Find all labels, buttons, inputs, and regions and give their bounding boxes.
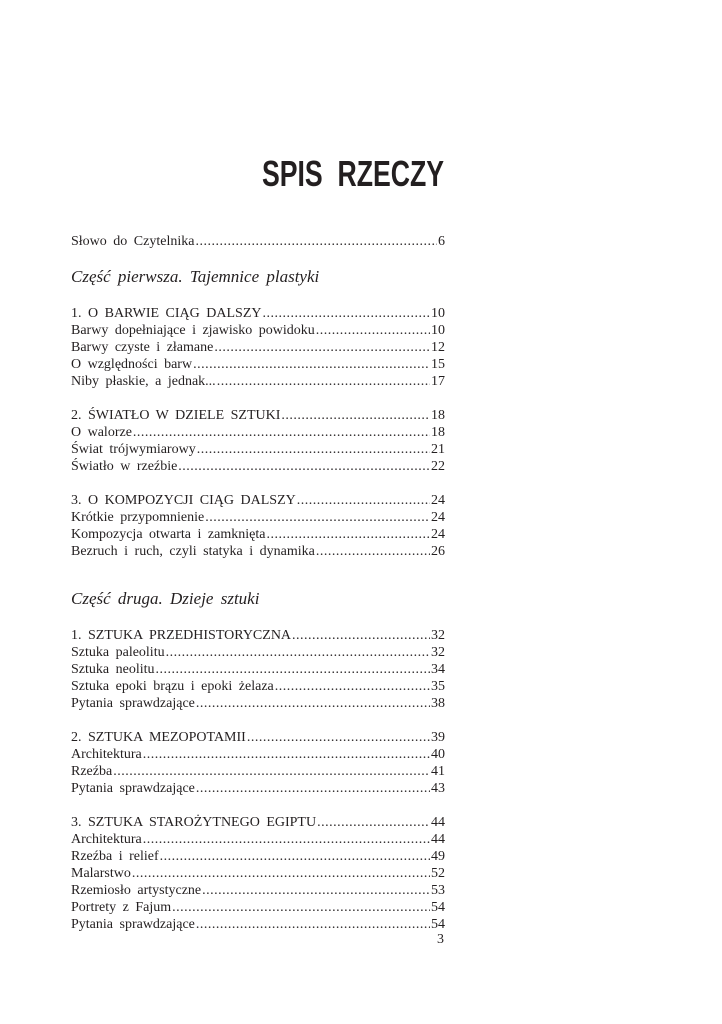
toc-entry-page: 18: [431, 425, 445, 440]
dot-leader: [196, 916, 430, 933]
toc-entry-page: 15: [431, 357, 445, 372]
dot-leader: [317, 814, 430, 831]
toc-entry: [71, 322, 445, 339]
toc-entry: [71, 695, 445, 712]
toc-section: [71, 627, 445, 712]
toc-entry: [71, 848, 445, 865]
toc-entry-page: 12: [431, 340, 445, 355]
toc-entry: [71, 644, 445, 661]
toc-entry-label: 1. SZTUKA PRZEDHISTORYCZNA: [71, 628, 292, 643]
toc-entry-page: 41: [431, 764, 445, 779]
part-heading: Część pierwsza. Tajemnice plastyki: [71, 267, 320, 286]
toc-entry: [71, 746, 445, 763]
toc-entry-label: Malarstwo: [71, 866, 131, 881]
toc-entry-page: 35: [431, 679, 445, 694]
toc-entry-page: 26: [431, 544, 445, 559]
toc-entry-label: Sztuka paleolitu: [71, 645, 165, 660]
toc-entry: [71, 526, 445, 543]
toc-entry-page: 32: [431, 628, 445, 643]
dot-leader: [196, 695, 430, 712]
dot-leader: [143, 746, 430, 763]
toc-entry-label: Pytania sprawdzające: [71, 696, 195, 711]
toc-entry-page: 44: [431, 815, 445, 830]
dot-leader: [160, 848, 430, 865]
toc-entry: [71, 882, 445, 899]
dot-leader: [263, 305, 431, 322]
toc-entry-page: 43: [431, 781, 445, 796]
toc-entry-page: 24: [431, 510, 445, 525]
dot-leader: [217, 373, 430, 390]
toc-section: [71, 407, 445, 475]
toc-entry-label: 3. SZTUKA STAROŻYTNEGO EGIPTU: [71, 815, 317, 830]
toc-entry-page: 54: [431, 900, 445, 915]
toc-entry: [71, 831, 445, 848]
toc-entry-label: Barwy czyste i złamane: [71, 340, 214, 355]
toc-entry-page: 44: [431, 832, 445, 847]
page-title: SPIS RZECZY: [261, 153, 444, 194]
toc-entry-label: 1. O BARWIE CIĄG DALSZY: [71, 306, 262, 321]
toc-entry-page: 22: [431, 459, 445, 474]
toc-entry-page: 17: [431, 374, 445, 389]
toc-entry-label: Rzeźba: [71, 764, 113, 779]
toc-entry-page: 49: [431, 849, 445, 864]
toc-entry: [71, 678, 445, 695]
toc-entry: [71, 543, 445, 560]
toc-section: [71, 729, 445, 797]
dot-leader: [156, 661, 431, 678]
dot-leader: [197, 441, 430, 458]
toc-entry: [71, 441, 445, 458]
toc-entry: [71, 780, 445, 797]
toc-entry-page: 52: [431, 866, 445, 881]
toc-entry-page: 21: [431, 442, 445, 457]
dot-leader: [297, 492, 430, 509]
dot-leader: [316, 543, 430, 560]
toc-entry-page: 6: [438, 234, 445, 249]
toc-entry-label: 3. O KOMPOZYCJI CIĄG DALSZY: [71, 493, 296, 508]
toc-entry-label: 2. SZTUKA MEZOPOTAMII: [71, 730, 246, 745]
dot-leader: [292, 627, 430, 644]
toc-section: [71, 814, 445, 933]
toc-section-title: [71, 814, 445, 831]
dot-leader: [214, 339, 430, 356]
toc-section-title: [71, 407, 445, 424]
toc-entry: [71, 356, 445, 373]
toc-entry-label: Portrety z Fajum: [71, 900, 172, 915]
dot-leader: [281, 407, 430, 424]
dot-leader: [275, 678, 430, 695]
toc-entry-page: 10: [431, 323, 445, 338]
toc-entry-label: Bezruch i ruch, czyli statyka i dynamika: [71, 544, 315, 559]
toc-entry-label: Barwy dopełniające i zjawisko powidoku: [71, 323, 315, 338]
toc-section: [71, 305, 445, 390]
toc-section-title: [71, 627, 445, 644]
toc-entry-label: Pytania sprawdzające: [71, 781, 195, 796]
table-of-contents: [71, 233, 445, 933]
dot-leader: [196, 780, 430, 797]
toc-entry-page: 53: [431, 883, 445, 898]
dot-leader: [143, 831, 430, 848]
toc-entry: [71, 458, 445, 475]
toc-entry-page: 32: [431, 645, 445, 660]
toc-entry: [71, 509, 445, 526]
toc-section-title: [71, 305, 445, 322]
dot-leader: [132, 865, 430, 882]
toc-entry: [71, 916, 445, 933]
toc-entry-label: O względności barw: [71, 357, 193, 372]
dot-leader: [113, 763, 430, 780]
toc-entry-label: Pytania sprawdzające: [71, 917, 195, 932]
toc-entry-label: 2. ŚWIATŁO W DZIELE SZTUKI: [71, 408, 281, 423]
toc-entry-label: Sztuka neolitu: [71, 662, 155, 677]
toc-section: [71, 492, 445, 560]
toc-entry-page: 39: [431, 730, 445, 745]
toc-entry-label: Krótkie przypomnienie: [71, 510, 205, 525]
toc-entry: [71, 763, 445, 780]
dot-leader: [195, 233, 437, 250]
toc-entry-label: Architektura: [71, 832, 142, 847]
part-heading: Część druga. Dzieje sztuki: [71, 589, 260, 608]
dot-leader: [316, 322, 430, 339]
toc-section-title: [71, 729, 445, 746]
toc-entry-label: Niby płaskie, a jednak...: [71, 374, 216, 389]
dot-leader: [247, 729, 430, 746]
toc-entry-page: 10: [431, 306, 445, 321]
toc-entry-label: Kompozycja otwarta i zamknięta: [71, 527, 266, 542]
page-number: 3: [437, 932, 444, 947]
toc-entry-label: Rzemiosło artystyczne: [71, 883, 202, 898]
toc-section-title: [71, 492, 445, 509]
toc-entry-page: 24: [431, 527, 445, 542]
dot-leader: [178, 458, 430, 475]
toc-entry-intro: [71, 233, 445, 250]
toc-entry-page: 40: [431, 747, 445, 762]
toc-entry-label: Świat trójwymiarowy: [71, 442, 196, 457]
toc-entry-page: 54: [431, 917, 445, 932]
toc-entry-label: Światło w rzeźbie: [71, 459, 178, 474]
dot-leader: [133, 424, 430, 441]
toc-entry-page: 38: [431, 696, 445, 711]
toc-entry-page: 34: [431, 662, 445, 677]
dot-leader: [205, 509, 430, 526]
toc-entry: [71, 339, 445, 356]
toc-entry-page: 18: [431, 408, 445, 423]
toc-entry-label: Sztuka epoki brązu i epoki żelaza: [71, 679, 274, 694]
toc-entry-label: O walorze: [71, 425, 132, 440]
toc-entry: [71, 373, 445, 390]
toc-entry-label: Architektura: [71, 747, 142, 762]
dot-leader: [202, 882, 430, 899]
toc-entry-page: 24: [431, 493, 445, 508]
toc-entry: [71, 661, 445, 678]
dot-leader: [172, 899, 430, 916]
toc-entry-label: Rzeźba i relief: [71, 849, 159, 864]
toc-entry-label: Słowo do Czytelnika: [71, 234, 195, 249]
toc-entry: [71, 899, 445, 916]
dot-leader: [193, 356, 430, 373]
dot-leader: [166, 644, 430, 661]
toc-entry: [71, 865, 445, 882]
toc-entry: [71, 424, 445, 441]
dot-leader: [266, 526, 430, 543]
